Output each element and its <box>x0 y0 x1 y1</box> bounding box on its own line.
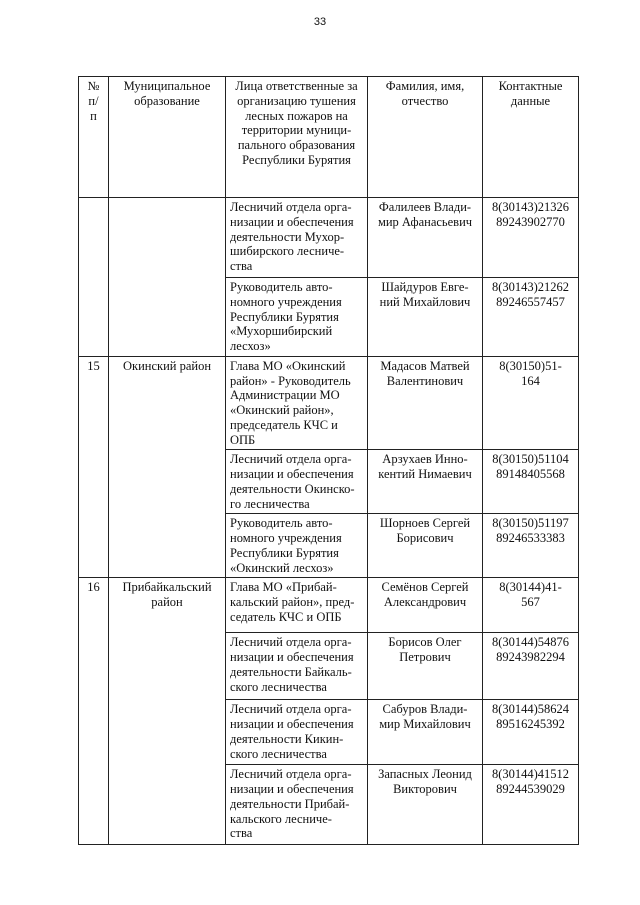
name-cell: Шорноев Сергей Борисович <box>368 514 483 578</box>
name-cell: Борисов Олег Петрович <box>368 633 483 700</box>
table-row <box>79 356 579 450</box>
name-cell: Шайдуров Евге- ний Михайлович <box>368 278 483 357</box>
position-cell: Лесничий отдела орга- низации и обеспечения деятельности Прибай- кальского лесниче- ства <box>226 765 368 845</box>
header-full-name: Фамилия, имя, отчество <box>368 77 483 198</box>
contacts-cell: 8(30143)21262 89246557457 <box>483 278 579 357</box>
header-municipality: Муниципальное образование <box>109 77 226 198</box>
position-cell: Лесничий отдела орга- низации и обеспечения деятельности Кикин- ского лесничества <box>226 700 368 765</box>
table-row <box>79 198 579 278</box>
position-cell: Руководитель авто- номного учреждения Республики Бурятия «Окинский лесхоз» <box>226 514 368 578</box>
municipality-cell-empty <box>109 198 226 357</box>
contacts-cell: 8(30144)54876 89243982294 <box>483 633 579 700</box>
name-cell: Сабуров Влади- мир Михайлович <box>368 700 483 765</box>
contacts-cell: 8(30144)41- 567 <box>483 578 579 633</box>
name-cell: Арзухаев Инно- кентий Нимаевич <box>368 450 483 514</box>
position-cell: Лесничий отдела орга- низации и обеспечения деятельности Окинско- го лесничества <box>226 450 368 514</box>
num-cell: 15 <box>79 356 109 578</box>
name-cell: Фалилеев Влади- мир Афанасьевич <box>368 198 483 278</box>
header-responsible: Лица ответственные за организацию тушения лесных пожаров на территории муници- пального образования Республики Бурятия <box>226 77 368 198</box>
num-cell-empty <box>79 198 109 357</box>
header-contacts: Контактные данные <box>483 77 579 198</box>
table-header-row <box>79 77 579 198</box>
position-cell: Глава МО «Прибай- кальский район», пред- седатель КЧС и ОПБ <box>226 578 368 633</box>
contacts-cell: 8(30150)51104 89148405568 <box>483 450 579 514</box>
num-cell: 16 <box>79 578 109 845</box>
position-cell: Глава МО «Окинский район» - Руководитель Администрации МО «Окинский район», председатель КЧС и ОПБ <box>226 356 368 450</box>
contacts-cell: 8(30143)21326 89243902770 <box>483 198 579 278</box>
contacts-cell: 8(30144)58624 89516245392 <box>483 700 579 765</box>
name-cell: Семёнов Сергей Александрович <box>368 578 483 633</box>
position-cell: Руководитель авто- номного учреждения Республики Бурятия «Мухоршибирский лесхоз» <box>226 278 368 357</box>
page-number: 33 <box>313 16 327 28</box>
name-cell: Мадасов Матвей Валентинович <box>368 356 483 450</box>
name-cell: Запасных Леонид Викторович <box>368 765 483 845</box>
municipality-cell: Прибайкальский район <box>109 578 226 845</box>
contacts-cell: 8(30150)51- 164 <box>483 356 579 450</box>
responsible-persons-table <box>78 76 579 845</box>
contacts-cell: 8(30150)51197 89246533383 <box>483 514 579 578</box>
header-num: № п/ п <box>79 77 109 198</box>
table-row <box>79 578 579 633</box>
position-cell: Лесничий отдела орга- низации и обеспечения деятельности Мухор- шибирского лесниче- ства <box>226 198 368 278</box>
municipality-cell: Окинский район <box>109 356 226 578</box>
position-cell: Лесничий отдела орга- низации и обеспечения деятельности Байкаль- ского лесничества <box>226 633 368 700</box>
contacts-cell: 8(30144)41512 89244539029 <box>483 765 579 845</box>
